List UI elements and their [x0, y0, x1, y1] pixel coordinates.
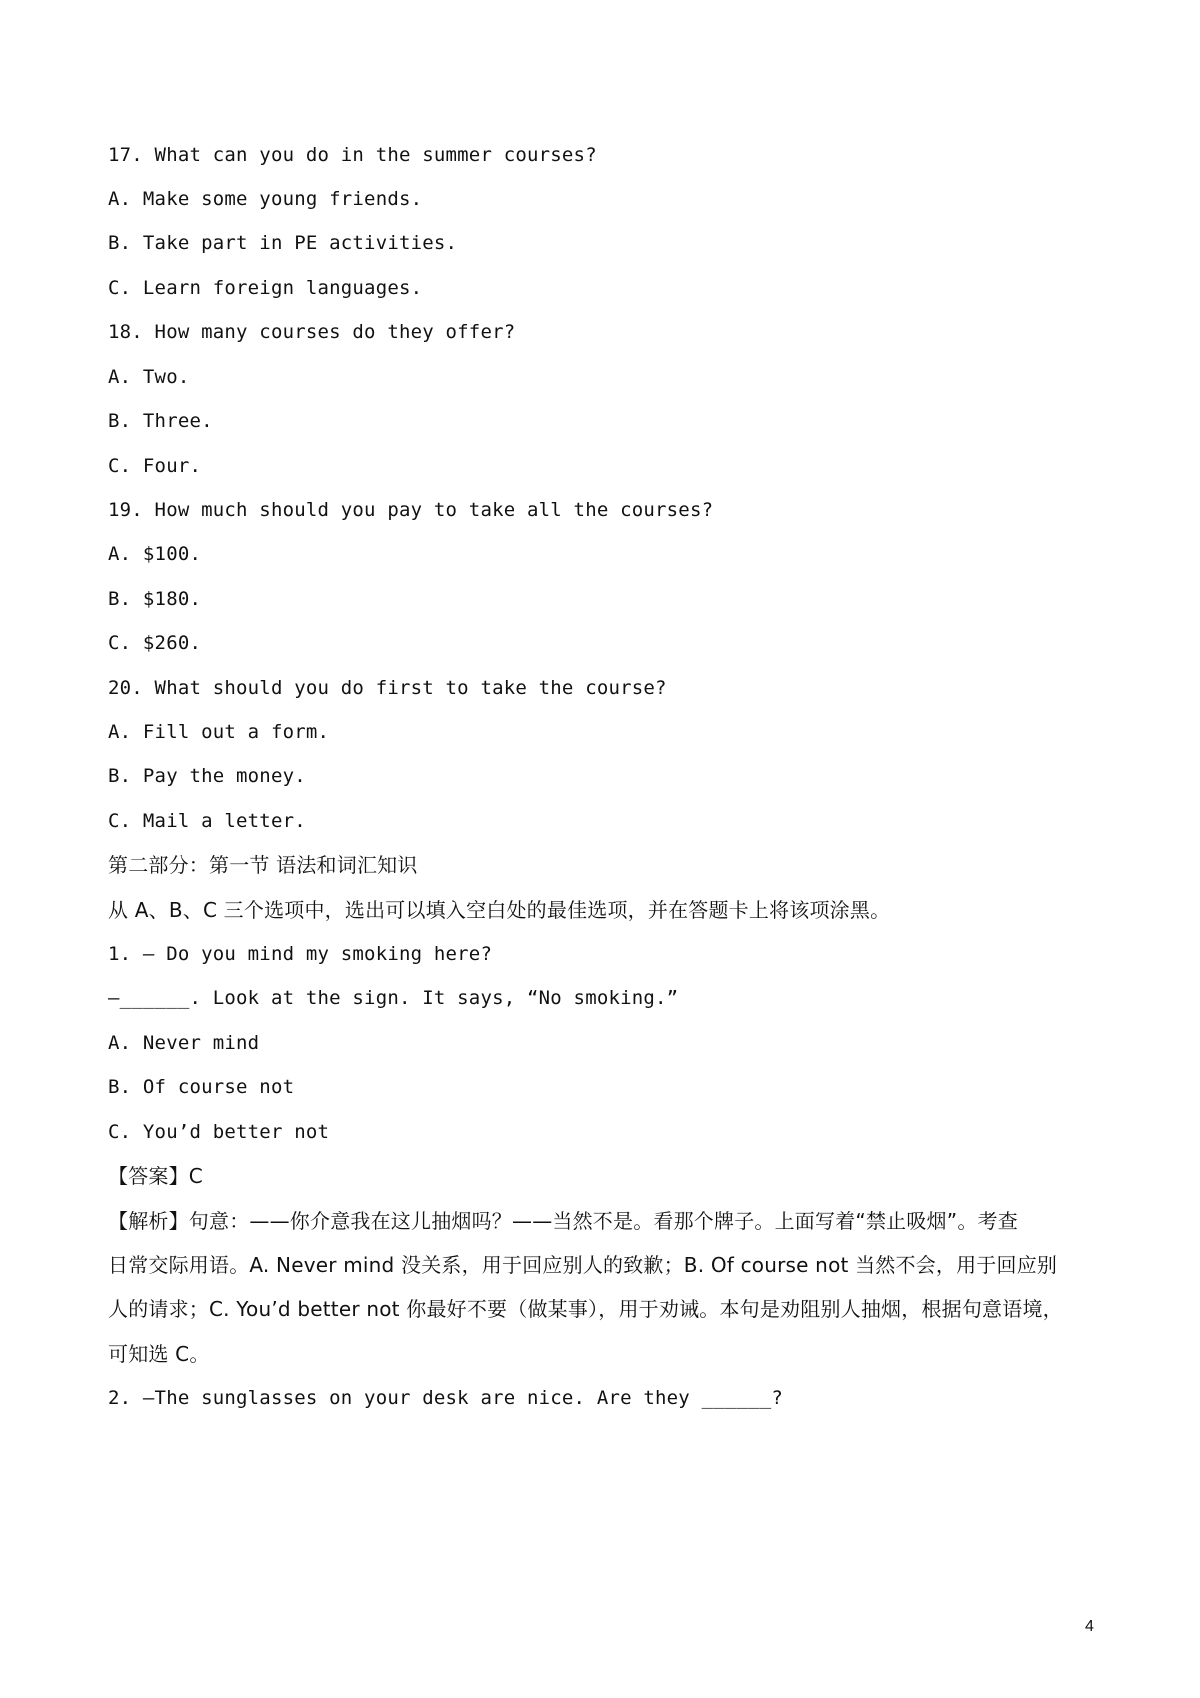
grammar-1-answer: 【答案】C [108, 1164, 203, 1188]
grammar-1-option-b: B. Of course not [108, 1076, 295, 1098]
question-20-stem: 20. What should you do first to take the course? [108, 677, 667, 699]
question-20-option-c: C. Mail a letter. [108, 810, 306, 832]
question-19-stem: 19. How much should you pay to take all the courses? [108, 499, 714, 521]
page-number: 4 [1085, 1618, 1094, 1635]
section-heading: 第二部分：第一节 语法和词汇知识 [108, 853, 418, 877]
grammar-1-explanation-line-3: 人的请求；C. You’d better not 你最好不要（做某事），用于劝诫。本句是劝阻别人抽烟，根据句意语境， [108, 1297, 1063, 1321]
grammar-2-stem: 2. –The sunglasses on your desk are nice. Are they ______? [108, 1387, 784, 1409]
question-17-option-c: C. Learn foreign languages. [108, 277, 423, 299]
grammar-1-explanation-line-1: 【解析】句意：——你介意我在这儿抽烟吗？——当然不是。看那个牌子。上面写着“禁止吸烟”。考查 [108, 1209, 1018, 1233]
grammar-1-stem: 1. – Do you mind my smoking here? [108, 943, 493, 965]
grammar-1-reply: –______. Look at the sign. It says, “No smoking.” [108, 987, 679, 1009]
grammar-1-explanation-line-4: 可知选 C。 [108, 1342, 210, 1366]
section-instruction: 从 A、B、C 三个选项中，选出可以填入空白处的最佳选项，并在答题卡上将该项涂黑。 [108, 898, 891, 922]
question-18-stem: 18. How many courses do they offer? [108, 321, 516, 343]
question-20-option-b: B. Pay the money. [108, 765, 306, 787]
question-18-option-c: C. Four. [108, 455, 202, 477]
question-19-option-c: C. $260. [108, 632, 202, 654]
grammar-1-option-a: A. Never mind [108, 1032, 260, 1054]
question-17-option-a: A. Make some young friends. [108, 188, 423, 210]
question-18-option-a: A. Two. [108, 366, 190, 388]
question-19-option-b: B. $180. [108, 588, 202, 610]
grammar-1-option-c: C. You’d better not [108, 1121, 330, 1143]
question-17-stem: 17. What can you do in the summer courses? [108, 144, 597, 166]
question-20-option-a: A. Fill out a form. [108, 721, 330, 743]
question-18-option-b: B. Three. [108, 410, 213, 432]
question-17-option-b: B. Take part in PE activities. [108, 232, 458, 254]
grammar-1-explanation-line-2: 日常交际用语。A. Never mind 没关系，用于回应别人的致歉；B. Of course not 当然不会，用于回应别 [108, 1253, 1058, 1277]
question-19-option-a: A. $100. [108, 543, 202, 565]
